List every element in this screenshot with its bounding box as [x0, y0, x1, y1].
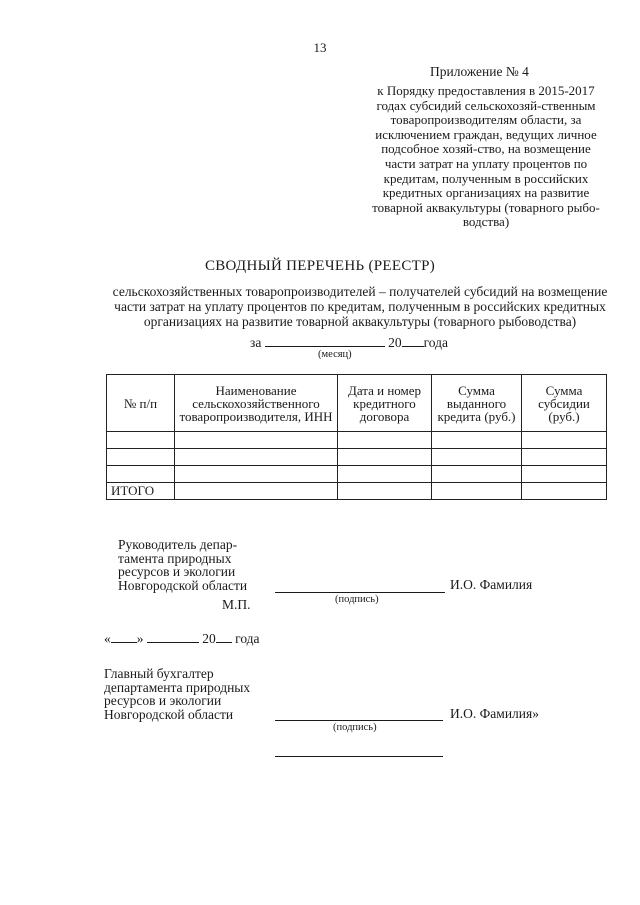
table-row: [107, 432, 607, 449]
header-credit-sum: Сумма выданного кредита (руб.): [432, 375, 522, 432]
accountant-signature-line: [275, 720, 443, 721]
header-subsidy-sum: Сумма субсидии (руб.): [522, 375, 607, 432]
registry-table: [106, 374, 607, 500]
table-header-row: [107, 375, 607, 432]
separator-line: [275, 756, 443, 757]
table-row: [107, 449, 607, 466]
accountant-signature-caption: (подпись): [333, 722, 377, 733]
period-year-prefix: 20: [388, 335, 402, 350]
head-signature-line: [275, 592, 445, 593]
document-subtitle: сельскохозяйственных товаропроизводителей – получателей субсидий на возмещение части затрат на уплату процентов по кредитам, полученным в российских кредитных организациях на развитие товарной аквакультуры (товарного рыбоводства): [112, 284, 608, 329]
head-signature-caption: (подпись): [335, 594, 379, 605]
date-year-prefix: 20: [202, 631, 216, 646]
table-row: [107, 466, 607, 483]
month-blank: [265, 333, 385, 347]
stamp-label: М.П.: [222, 597, 251, 612]
table-total-row: [107, 483, 607, 500]
appendix-title: Приложение № 4: [430, 64, 529, 79]
header-number: № п/п: [107, 375, 175, 432]
date-line: [104, 629, 260, 646]
date-open-quote: «: [104, 631, 111, 646]
period-caption: (месяц): [318, 349, 352, 360]
head-title: Руководитель депар-тамента природных ресурсов и экологии Новгородской области: [118, 537, 248, 593]
document-title: СВОДНЫЙ ПЕРЕЧЕНЬ (РЕЕСТР): [204, 258, 436, 274]
date-close-quote: »: [136, 631, 144, 646]
date-suffix: года: [235, 631, 260, 646]
accountant-title: Главный бухгалтер департамента природных ресурсов и экологии Новгородской области: [104, 666, 251, 722]
header-contract: Дата и номер кредитного договора: [338, 375, 432, 432]
year-blank: [402, 333, 424, 347]
period-prefix: за: [250, 335, 262, 350]
month-blank: [147, 629, 199, 643]
page-number: 13: [313, 40, 327, 55]
year-blank: [216, 629, 232, 643]
appendix-text: к Порядку предоставления в 2015-2017 годах субсидий сельскохозяй-ственным товаропроизводителям области, за исключением граждан, ведущих личное подсобное хозяй-ство, на возмещение части затрат на уплату процентов по кредитам, полученным в российских кредитных организациях на развитие товарной аквакультуры (товарного рыбо-водства): [372, 83, 600, 230]
head-name: И.О. Фамилия: [450, 577, 533, 592]
day-blank: [111, 629, 137, 643]
total-label: ИТОГО: [107, 483, 175, 500]
accountant-name: И.О. Фамилия»: [450, 706, 539, 721]
header-producer: Наименование сельскохозяйственного товаропроизводителя, ИНН: [175, 375, 338, 432]
period-suffix: года: [423, 335, 449, 350]
